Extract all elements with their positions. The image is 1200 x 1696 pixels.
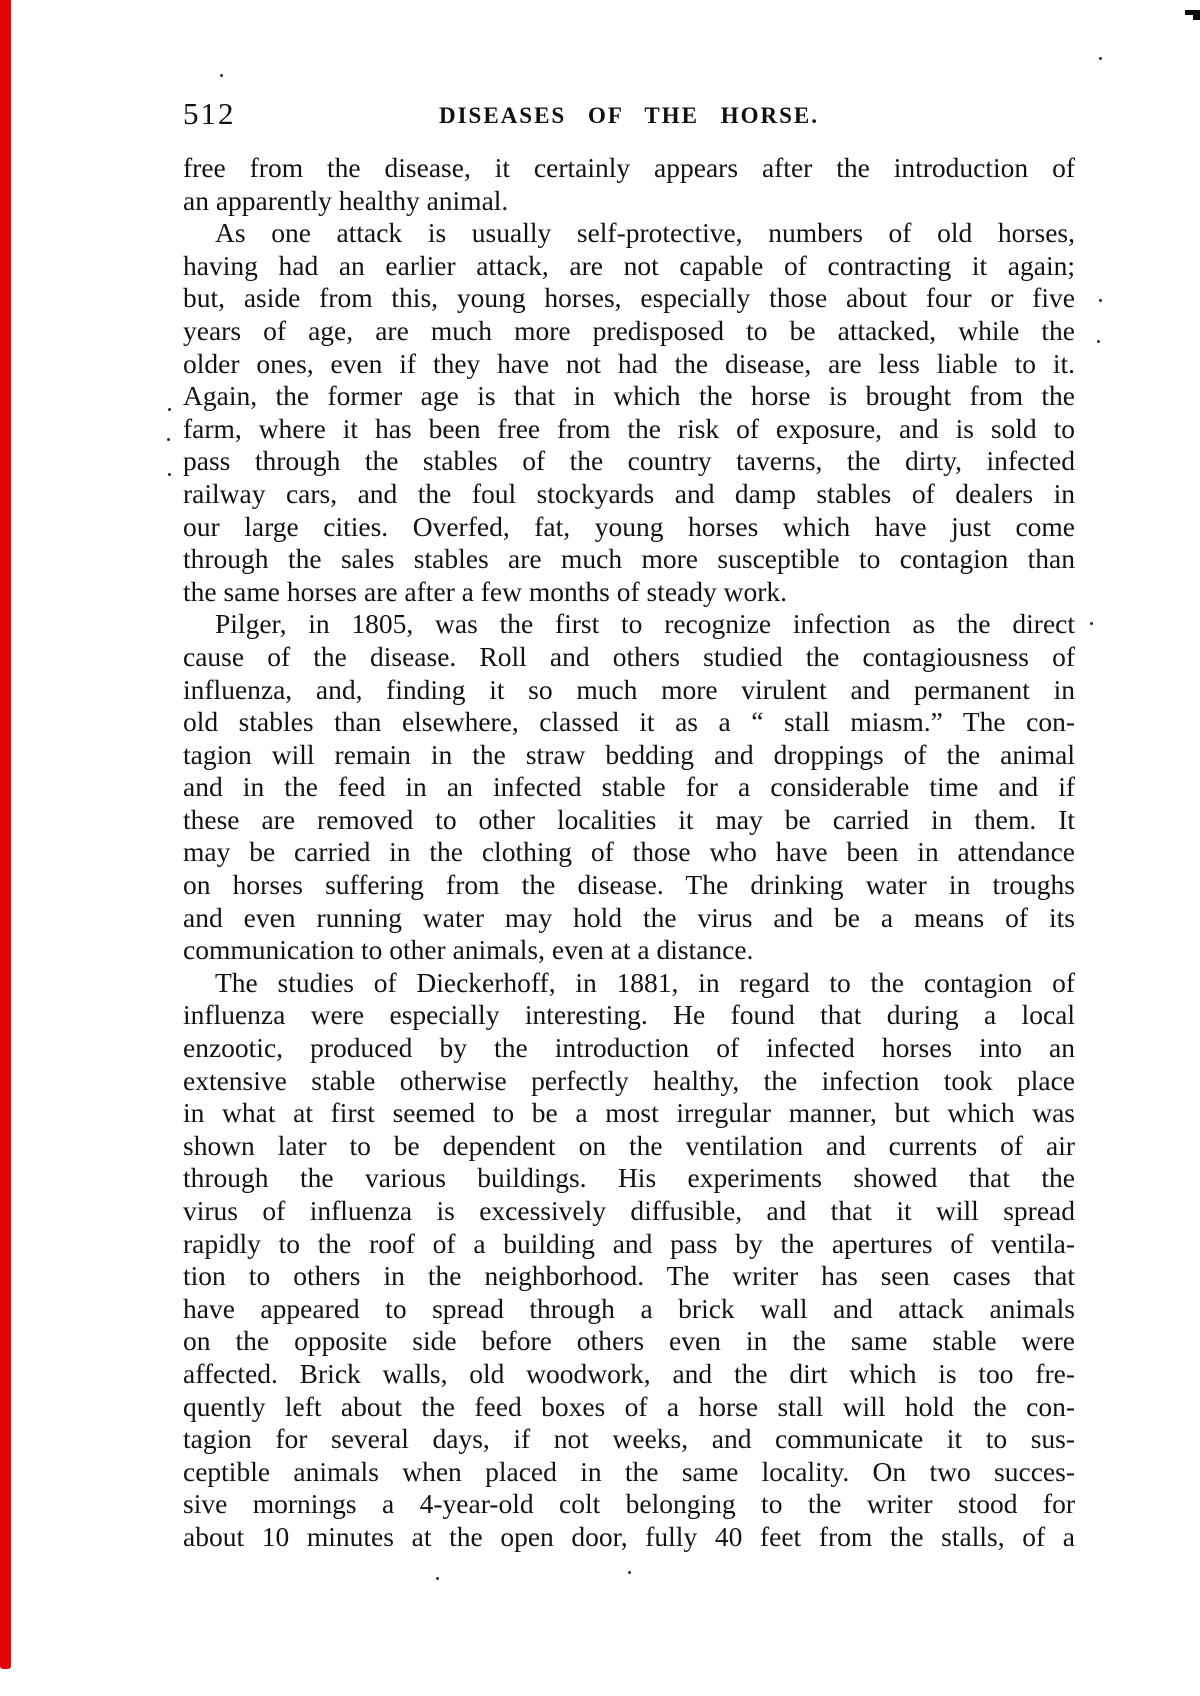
text-line: and in the feed in an infected stable for a considerable time and if — [183, 771, 1075, 803]
scan-artifact-corner-mark — [1185, 10, 1200, 15]
text-line: The studies of Dieckerhoff, in 1881, in regard to the contagion of — [215, 966, 1075, 998]
text-line: an apparently healthy animal. — [183, 184, 509, 216]
text-line: Pilger, in 1805, was the first to recognize infection as the direct — [215, 608, 1075, 640]
text-line: railway cars, and the foul stockyards and damp stables of dealers in — [183, 477, 1075, 509]
text-line: having had an earlier attack, are not capable of contracting it again; — [183, 249, 1075, 281]
text-line: As one attack is usually self-protective, numbers of old horses, — [215, 217, 1075, 249]
text-line: rapidly to the roof of a building and pass by the apertures of ventila- — [183, 1227, 1075, 1259]
text-line: through the various buildings. His experiments showed that the — [183, 1162, 1075, 1194]
text-line: shown later to be dependent on the ventilation and currents of air — [183, 1129, 1075, 1161]
running-head-title: DISEASES OF THE HORSE. — [439, 103, 819, 128]
text-line: virus of influenza is excessively diffusible, and that it will spread — [183, 1195, 1075, 1226]
scan-speck — [220, 74, 223, 77]
text-line: on the opposite side before others even in the same stable were — [183, 1325, 1075, 1357]
red-margin-strip — [0, 0, 11, 1669]
text-line: through the sales stables are much more susceptible to contagion than — [183, 543, 1075, 575]
text-line: influenza, and, finding it so much more virulent and permanent in — [183, 673, 1075, 705]
text-line: the same horses are after a few months of steady work. — [183, 575, 788, 607]
scan-speck — [168, 408, 171, 411]
text-line: farm, where it has been free from the risk of exposure, and is sold to — [183, 412, 1075, 444]
text-line: tagion for several days, if not weeks, and communicate it to sus- — [183, 1423, 1075, 1455]
scan-speck — [1099, 57, 1102, 60]
scan-speck — [167, 438, 170, 441]
text-line: pass through the stables of the country taverns, the dirty, infected — [183, 445, 1075, 477]
text-line: enzootic, produced by the introduction of infected horses into an — [183, 1032, 1075, 1064]
scan-speck — [1099, 299, 1102, 302]
text-line: old stables than elsewhere, classed it as a “ stall miasm.” The con- — [183, 706, 1075, 738]
text-line: tagion will remain in the straw bedding and droppings of the animal — [183, 738, 1075, 770]
text-line: in what at first seemed to be a most irregular manner, but which was — [183, 1097, 1075, 1129]
text-line: Again, the former age is that in which the horse is brought from the — [183, 380, 1075, 412]
scan-speck — [436, 1577, 439, 1580]
scan-speck — [168, 473, 171, 476]
text-line: and even running water may hold the virus and be a means of its — [183, 901, 1075, 933]
text-line: these are removed to other localities it may be carried in them. It — [183, 803, 1075, 835]
scan-speck — [628, 1571, 631, 1574]
text-line: tion to others in the neighborhood. The writer has seen cases that — [183, 1260, 1075, 1292]
text-line: but, aside from this, young horses, especially those about four or five — [183, 282, 1075, 314]
text-line: about 10 minutes at the open door, fully 40 feet from the stalls, of a — [183, 1520, 1075, 1552]
text-line: sive mornings a 4-year-old colt belonging to the writer stood for — [183, 1488, 1075, 1520]
text-line: ceptible animals when placed in the same locality. On two succes- — [183, 1455, 1075, 1487]
text-line: extensive stable otherwise perfectly healthy, the infection took place — [183, 1064, 1075, 1096]
page-number: 512 — [183, 96, 236, 131]
text-line: quently left about the feed boxes of a horse stall will hold the con- — [183, 1390, 1075, 1422]
text-line: influenza were especially interesting. He found that during a local — [183, 999, 1075, 1031]
page-body-text — [183, 152, 1075, 1554]
text-line: cause of the disease. Roll and others studied the contagiousness of — [183, 640, 1075, 672]
text-line: older ones, even if they have not had the disease, are less liable to it. — [183, 347, 1075, 379]
text-line: on horses suffering from the disease. The drinking water in troughs — [183, 869, 1075, 901]
text-line: communication to other animals, even at a distance. — [183, 934, 754, 966]
scan-speck — [1097, 340, 1100, 343]
text-line: our large cities. Overfed, fat, young horses which have just come — [183, 510, 1075, 542]
text-line: may be carried in the clothing of those who have been in attendance — [183, 836, 1075, 868]
text-line: free from the disease, it certainly appears after the introduction of — [183, 152, 1075, 183]
text-line: have appeared to spread through a brick wall and attack animals — [183, 1292, 1075, 1324]
scan-speck — [1090, 622, 1093, 625]
text-line: years of age, are much more predisposed to be attacked, while the — [183, 314, 1075, 346]
text-line: affected. Brick walls, old woodwork, and the dirt which is too fre- — [183, 1357, 1075, 1389]
